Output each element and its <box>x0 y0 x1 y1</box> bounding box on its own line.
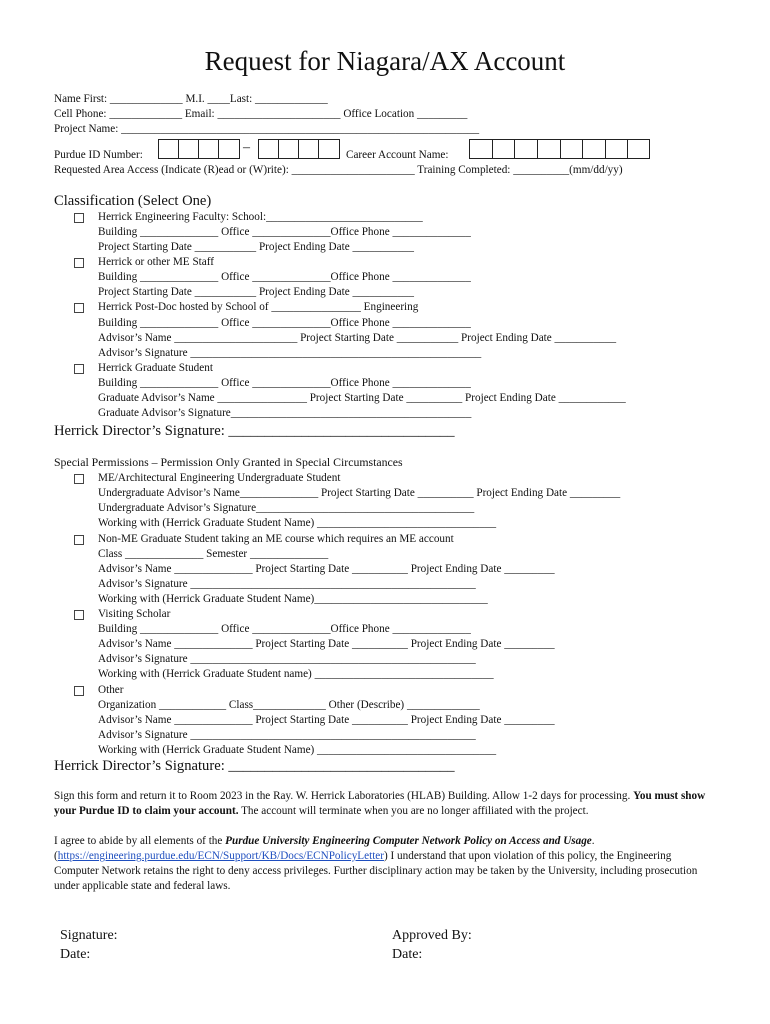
checkbox-faculty[interactable] <box>74 213 84 223</box>
grad-building-line: Building ______________ Office ______________Office Phone ______________ <box>98 377 471 389</box>
non-me-class-line: Class ______________ Semester ______________ <box>98 548 329 560</box>
postdoc-signature-line: Advisor’s Signature ____________________________________________________ <box>98 347 482 359</box>
purdue-id-dash: – <box>243 140 250 155</box>
ecn-policy-link[interactable]: https://engineering.purdue.edu/ECN/Support/KB/Docs/ECNPolicyLetter <box>57 850 384 862</box>
grad-signature-line: Graduate Advisor’s Signature___________________________________________ <box>98 407 472 419</box>
name-line: Name First: _____________ M.I. ____Last: _____________ <box>54 93 328 105</box>
visiting-advisor-line: Advisor’s Name ______________ Project Starting Date __________ Project Ending Date _________ <box>98 638 555 650</box>
date-label-left: Date: <box>60 947 91 962</box>
non-me-advisor-line: Advisor’s Name ______________ Project Starting Date __________ Project Ending Date _________ <box>98 563 555 575</box>
career-account-boxes[interactable] <box>469 139 650 159</box>
visiting-building-line: Building ______________ Office ______________Office Phone ______________ <box>98 623 471 635</box>
career-account-label: Career Account Name: <box>346 149 449 161</box>
date-label-right: Date: <box>392 947 423 962</box>
purdue-id-boxes-part-1[interactable] <box>158 139 240 159</box>
purdue-id-boxes-part-2[interactable] <box>258 139 340 159</box>
undergrad-signature-line: Undergraduate Advisor’s Signature_______________________________________ <box>98 502 475 514</box>
checkbox-staff[interactable] <box>74 258 84 268</box>
director-signature-1: Herrick Director’s Signature: _______________________________ <box>54 423 455 439</box>
option-staff-label: Herrick or other ME Staff <box>98 256 214 268</box>
area-access-line: Requested Area Access (Indicate (R)ead or (W)rite): ______________________ Training Completed: __________(mm/dd/yy) <box>54 164 623 176</box>
option-postdoc-label: Herrick Post-Doc hosted by School of ________________ Engineering <box>98 301 419 313</box>
other-advisor-line: Advisor’s Name ______________ Project Starting Date __________ Project Ending Date _________ <box>98 714 555 726</box>
classification-heading: Classification (Select One) <box>54 193 212 209</box>
purdue-id-notice: You must show your Purdue ID to claim your account. <box>54 790 706 817</box>
page-title: Request for Niagara/AX Account <box>204 46 566 76</box>
postdoc-building-line: Building ______________ Office ______________Office Phone ______________ <box>98 317 471 329</box>
checkbox-non-me-grad[interactable] <box>74 535 84 545</box>
postdoc-advisor-line: Advisor’s Name ______________________ Project Starting Date ___________ Project Ending Date ___________ <box>98 332 617 344</box>
option-grad-student-label: Herrick Graduate Student <box>98 362 213 374</box>
special-permissions-heading: Special Permissions – Permission Only Granted in Special Circumstances <box>54 455 403 469</box>
option-undergrad-label: ME/Architectural Engineering Undergraduate Student <box>98 472 341 484</box>
cell-email-line: Cell Phone: _____________ Email: ______________________ Office Location _________ <box>54 108 468 120</box>
project-name-line: Project Name: ________________________________________________________________ <box>54 123 480 135</box>
visiting-working-with-line: Working with (Herrick Graduate Student name) ________________________________ <box>98 668 494 680</box>
instructions-paragraph-2: I agree to abide by all elements of the Purdue University Engineering Computer Network Policy on Access and Usage. (https://engineering.purdue.edu/ECN/Support/KB/Docs/ECNPolicyLetter) I understand that upon violation of this policy, the Engineering Computer Network retains the right to deny access privileges. Further disciplinary action may be taken by the University, including prosecution under applicable state and federal laws. <box>54 835 698 892</box>
grad-advisor-line: Graduate Advisor’s Name ________________ Project Starting Date __________ Project Ending Date ____________ <box>98 392 626 404</box>
non-me-signature-line: Advisor’s Signature ___________________________________________________ <box>98 578 476 590</box>
checkbox-visiting-scholar[interactable] <box>74 610 84 620</box>
option-faculty-label: Herrick Engineering Faculty: School:____________________________ <box>98 211 423 223</box>
option-visiting-scholar-label: Visiting Scholar <box>98 608 171 620</box>
approval-signoff <box>392 926 472 964</box>
other-working-with-line: Working with (Herrick Graduate Student Name) ________________________________ <box>98 744 497 756</box>
checkbox-grad-student[interactable] <box>74 364 84 374</box>
undergrad-working-with-line: Working with (Herrick Graduate Student Name) ________________________________ <box>98 517 497 529</box>
checkbox-undergrad[interactable] <box>74 474 84 484</box>
faculty-building-line: Building ______________ Office ______________Office Phone ______________ <box>98 226 471 238</box>
purdue-id-label: Purdue ID Number: <box>54 149 143 161</box>
applicant-signoff <box>60 926 118 964</box>
faculty-dates-line: Project Starting Date ___________ Project Ending Date ___________ <box>98 241 414 253</box>
checkbox-other[interactable] <box>74 686 84 696</box>
signature-label: Signature: <box>60 928 118 943</box>
director-signature-2: Herrick Director’s Signature: _______________________________ <box>54 758 455 774</box>
undergrad-advisor-line: Undergraduate Advisor’s Name______________ Project Starting Date __________ Project Ending Date _________ <box>98 487 621 499</box>
staff-building-line: Building ______________ Office ______________Office Phone ______________ <box>98 271 471 283</box>
staff-dates-line: Project Starting Date ___________ Project Ending Date ___________ <box>98 286 414 298</box>
checkbox-postdoc[interactable] <box>74 303 84 313</box>
ecn-policy-title: Purdue University Engineering Computer Network Policy on Access and Usage <box>225 835 592 847</box>
other-organization-line: Organization ____________ Class_____________ Other (Describe) _____________ <box>98 699 480 711</box>
non-me-working-with-line: Working with (Herrick Graduate Student Name)_______________________________ <box>98 593 488 605</box>
instructions-paragraph-1: Sign this form and return it to Room 2023 in the Ray. W. Herrick Laboratories (HLAB) Building. Allow 1-2 days for processing. You must show your Purdue ID to claim your account. The account will terminate when you are no longer affiliated with the project. <box>54 790 706 817</box>
option-non-me-grad-label: Non-ME Graduate Student taking an ME course which requires an ME account <box>98 533 454 545</box>
other-signature-line: Advisor’s Signature ___________________________________________________ <box>98 729 476 741</box>
option-other-label: Other <box>98 684 124 696</box>
approved-by-label: Approved By: <box>392 928 472 943</box>
visiting-signature-line: Advisor’s Signature ___________________________________________________ <box>98 653 476 665</box>
